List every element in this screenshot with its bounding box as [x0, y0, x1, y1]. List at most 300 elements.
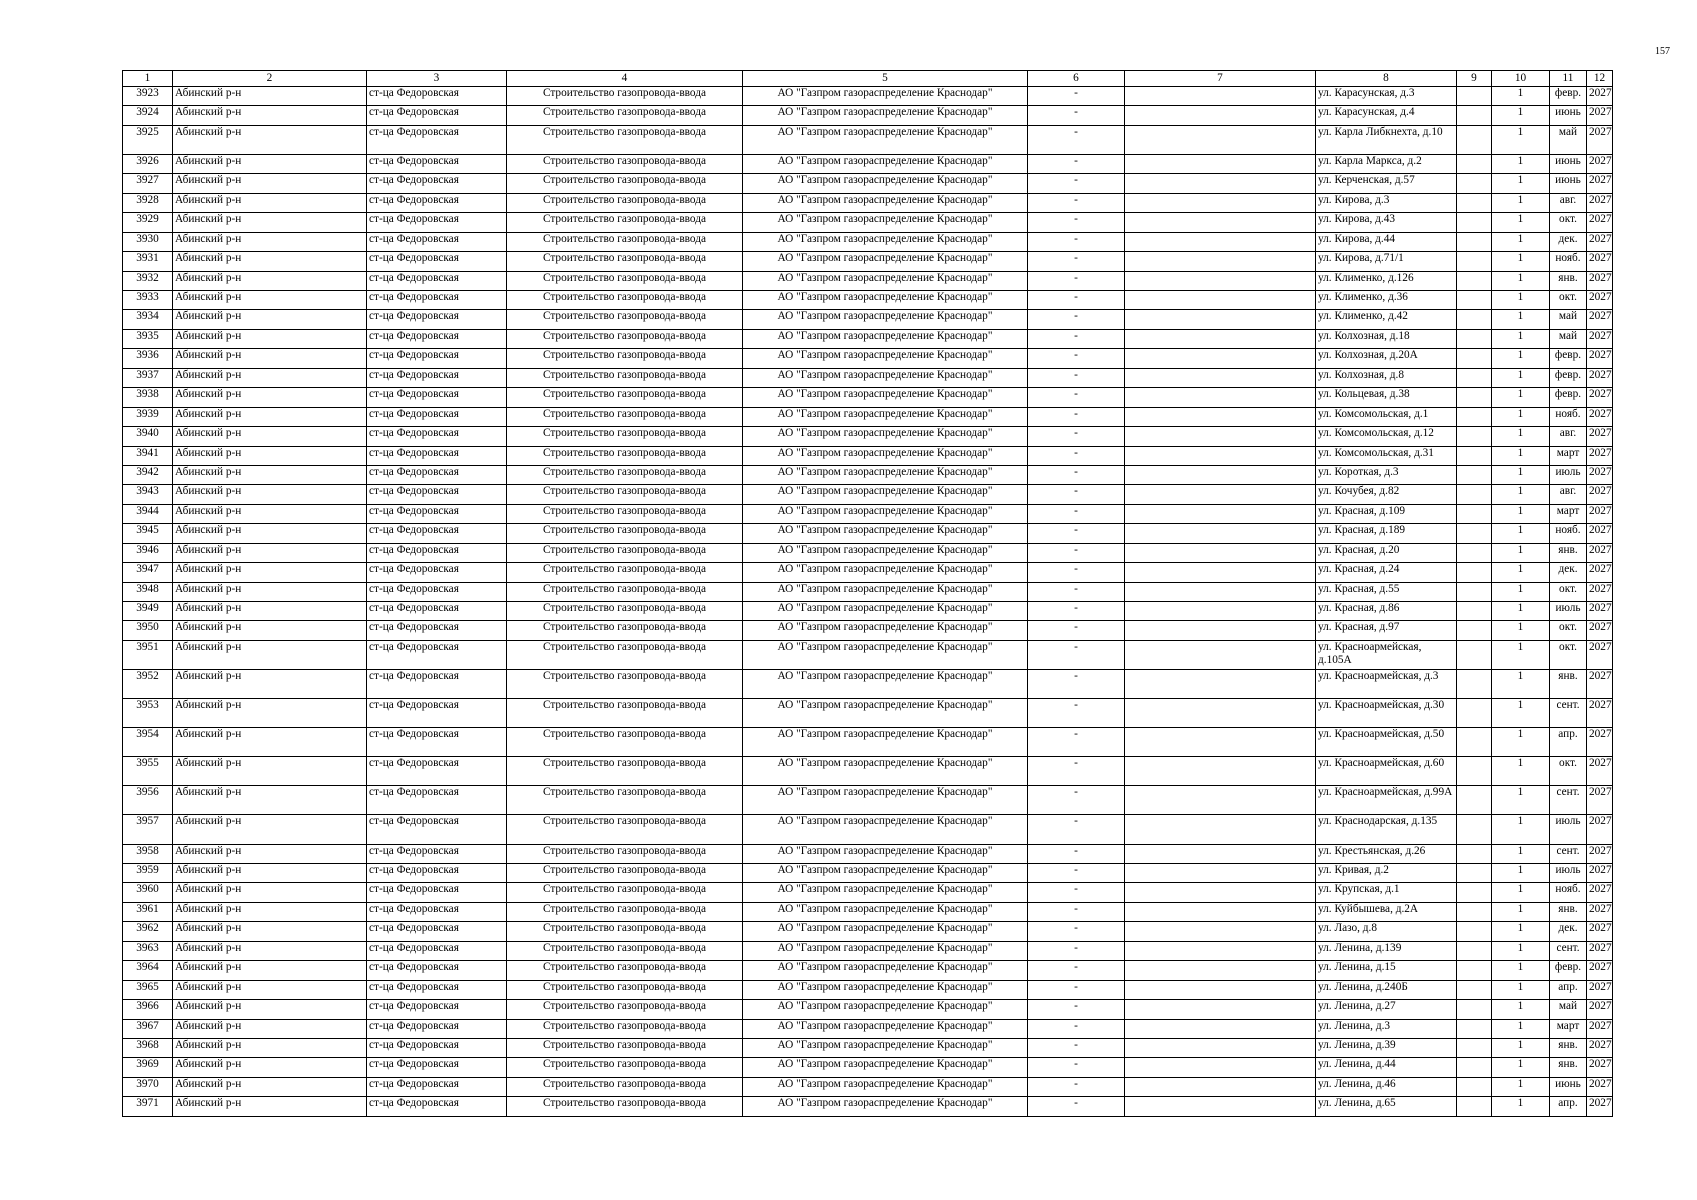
table-row: [123, 349, 1613, 368]
organization-cell: АО "Газпром газораспределение Краснодар": [743, 941, 1028, 960]
address-cell: ул. Колхозная, д.20А: [1316, 349, 1457, 368]
address-cell: ул. Ленина, д.39: [1316, 1038, 1457, 1057]
year-cell: 2027: [1587, 786, 1613, 815]
month-cell: янв.: [1550, 1038, 1587, 1057]
column-7-cell: [1125, 864, 1316, 883]
column-9-cell: [1457, 87, 1492, 106]
month-cell: апр.: [1550, 1097, 1587, 1116]
month-cell: окт.: [1550, 640, 1587, 669]
year-cell: 2027: [1587, 757, 1613, 786]
month-cell: июнь: [1550, 106, 1587, 125]
organization-cell: АО "Газпром газораспределение Краснодар": [743, 980, 1028, 999]
column-7-cell: [1125, 621, 1316, 640]
month-cell: сент.: [1550, 699, 1587, 728]
district-cell: Абинский р-н: [173, 106, 367, 125]
district-cell: Абинский р-н: [173, 310, 367, 329]
district-cell: Абинский р-н: [173, 252, 367, 271]
address-cell: ул. Карла Либкнехта, д.10: [1316, 125, 1457, 154]
month-cell: окт.: [1550, 621, 1587, 640]
column-6-cell: -: [1028, 291, 1125, 310]
quantity-cell: 1: [1492, 582, 1550, 601]
organization-cell: АО "Газпром газораспределение Краснодар": [743, 563, 1028, 582]
column-6-cell: -: [1028, 232, 1125, 251]
row-number-cell: 3966: [123, 1000, 173, 1019]
district-cell: Абинский р-н: [173, 232, 367, 251]
quantity-cell: 1: [1492, 87, 1550, 106]
address-cell: ул. Комсомольская, д.31: [1316, 446, 1457, 465]
month-cell: янв.: [1550, 902, 1587, 921]
quantity-cell: 1: [1492, 815, 1550, 844]
column-9-cell: [1457, 193, 1492, 212]
quantity-cell: 1: [1492, 388, 1550, 407]
district-cell: Абинский р-н: [173, 407, 367, 426]
column-7-cell: [1125, 902, 1316, 921]
organization-cell: АО "Газпром газораспределение Краснодар": [743, 582, 1028, 601]
table-row: [123, 961, 1613, 980]
address-cell: ул. Керченская, д.57: [1316, 174, 1457, 193]
organization-cell: АО "Газпром газораспределение Краснодар": [743, 174, 1028, 193]
month-cell: февр.: [1550, 388, 1587, 407]
address-cell: ул. Красноармейская, д.3: [1316, 670, 1457, 699]
month-cell: авг.: [1550, 427, 1587, 446]
year-cell: 2027: [1587, 310, 1613, 329]
year-cell: 2027: [1587, 232, 1613, 251]
year-cell: 2027: [1587, 154, 1613, 173]
column-7-cell: [1125, 193, 1316, 212]
organization-cell: АО "Газпром газораспределение Краснодар": [743, 1097, 1028, 1116]
address-cell: ул. Карасунская, д.3: [1316, 87, 1457, 106]
settlement-cell: ст-ца Федоровская: [367, 757, 507, 786]
column-header-1: 1: [123, 71, 173, 87]
address-cell: ул. Крестьянская, д.26: [1316, 844, 1457, 863]
work-type-cell: Строительство газопровода-ввода: [507, 582, 743, 601]
year-cell: 2027: [1587, 504, 1613, 523]
address-cell: ул. Кирова, д.71/1: [1316, 252, 1457, 271]
work-type-cell: Строительство газопровода-ввода: [507, 922, 743, 941]
column-number-row: [123, 71, 1613, 87]
address-cell: ул. Клименко, д.36: [1316, 291, 1457, 310]
year-cell: 2027: [1587, 883, 1613, 902]
row-number-cell: 3958: [123, 844, 173, 863]
address-cell: ул. Кирова, д.3: [1316, 193, 1457, 212]
address-cell: ул. Красноармейская, д.105А: [1316, 640, 1457, 669]
column-9-cell: [1457, 815, 1492, 844]
column-7-cell: [1125, 427, 1316, 446]
settlement-cell: ст-ца Федоровская: [367, 699, 507, 728]
year-cell: 2027: [1587, 271, 1613, 290]
month-cell: янв.: [1550, 271, 1587, 290]
row-number-cell: 3952: [123, 670, 173, 699]
settlement-cell: ст-ца Федоровская: [367, 1038, 507, 1057]
settlement-cell: ст-ца Федоровская: [367, 174, 507, 193]
organization-cell: АО "Газпром газораспределение Краснодар": [743, 670, 1028, 699]
column-7-cell: [1125, 368, 1316, 387]
year-cell: 2027: [1587, 1077, 1613, 1096]
quantity-cell: 1: [1492, 728, 1550, 757]
settlement-cell: ст-ца Федоровская: [367, 154, 507, 173]
month-cell: дек.: [1550, 232, 1587, 251]
table-row: [123, 504, 1613, 523]
district-cell: Абинский р-н: [173, 87, 367, 106]
year-cell: 2027: [1587, 388, 1613, 407]
year-cell: 2027: [1587, 582, 1613, 601]
column-6-cell: -: [1028, 844, 1125, 863]
column-9-cell: [1457, 757, 1492, 786]
table-row: [123, 407, 1613, 426]
work-type-cell: Строительство газопровода-ввода: [507, 465, 743, 484]
address-cell: ул. Лазо, д.8: [1316, 922, 1457, 941]
table-row: [123, 786, 1613, 815]
work-type-cell: Строительство газопровода-ввода: [507, 1000, 743, 1019]
work-type-cell: Строительство газопровода-ввода: [507, 407, 743, 426]
month-cell: нояб.: [1550, 252, 1587, 271]
column-6-cell: -: [1028, 446, 1125, 465]
quantity-cell: 1: [1492, 602, 1550, 621]
district-cell: Абинский р-н: [173, 427, 367, 446]
column-7-cell: [1125, 563, 1316, 582]
table-row: [123, 154, 1613, 173]
address-cell: ул. Клименко, д.126: [1316, 271, 1457, 290]
address-cell: ул. Красноармейская, д.60: [1316, 757, 1457, 786]
column-6-cell: -: [1028, 252, 1125, 271]
organization-cell: АО "Газпром газораспределение Краснодар": [743, 252, 1028, 271]
address-cell: ул. Карла Маркса, д.2: [1316, 154, 1457, 173]
work-type-cell: Строительство газопровода-ввода: [507, 368, 743, 387]
column-7-cell: [1125, 87, 1316, 106]
settlement-cell: ст-ца Федоровская: [367, 485, 507, 504]
table-row: [123, 902, 1613, 921]
district-cell: Абинский р-н: [173, 213, 367, 232]
column-header-11: 11: [1550, 71, 1587, 87]
settlement-cell: ст-ца Федоровская: [367, 563, 507, 582]
column-6-cell: -: [1028, 154, 1125, 173]
organization-cell: АО "Газпром газораспределение Краснодар": [743, 193, 1028, 212]
column-header-4: 4: [507, 71, 743, 87]
column-9-cell: [1457, 980, 1492, 999]
organization-cell: АО "Газпром газораспределение Краснодар": [743, 1038, 1028, 1057]
column-6-cell: -: [1028, 1097, 1125, 1116]
column-9-cell: [1457, 1077, 1492, 1096]
work-type-cell: Строительство газопровода-ввода: [507, 329, 743, 348]
column-7-cell: [1125, 1038, 1316, 1057]
column-6-cell: -: [1028, 582, 1125, 601]
quantity-cell: 1: [1492, 252, 1550, 271]
settlement-cell: ст-ца Федоровская: [367, 291, 507, 310]
table-row: [123, 291, 1613, 310]
quantity-cell: 1: [1492, 543, 1550, 562]
column-header-2: 2: [173, 71, 367, 87]
table-row: [123, 310, 1613, 329]
column-7-cell: [1125, 213, 1316, 232]
district-cell: Абинский р-н: [173, 193, 367, 212]
organization-cell: АО "Газпром газораспределение Краснодар": [743, 87, 1028, 106]
row-number-cell: 3943: [123, 485, 173, 504]
column-6-cell: -: [1028, 640, 1125, 669]
settlement-cell: ст-ца Федоровская: [367, 883, 507, 902]
quantity-cell: 1: [1492, 446, 1550, 465]
settlement-cell: ст-ца Федоровская: [367, 193, 507, 212]
address-cell: ул. Ленина, д.3: [1316, 1019, 1457, 1038]
column-6-cell: -: [1028, 621, 1125, 640]
organization-cell: АО "Газпром газораспределение Краснодар": [743, 864, 1028, 883]
district-cell: Абинский р-н: [173, 786, 367, 815]
settlement-cell: ст-ца Федоровская: [367, 407, 507, 426]
district-cell: Абинский р-н: [173, 902, 367, 921]
table-row: [123, 922, 1613, 941]
column-7-cell: [1125, 786, 1316, 815]
address-cell: ул. Ленина, д.240Б: [1316, 980, 1457, 999]
table-row: [123, 87, 1613, 106]
table-row: [123, 232, 1613, 251]
settlement-cell: ст-ца Федоровская: [367, 213, 507, 232]
column-7-cell: [1125, 388, 1316, 407]
column-header-3: 3: [367, 71, 507, 87]
column-7-cell: [1125, 504, 1316, 523]
month-cell: март: [1550, 446, 1587, 465]
column-7-cell: [1125, 670, 1316, 699]
column-6-cell: -: [1028, 524, 1125, 543]
work-type-cell: Строительство газопровода-ввода: [507, 980, 743, 999]
column-9-cell: [1457, 640, 1492, 669]
organization-cell: АО "Газпром газораспределение Краснодар": [743, 728, 1028, 757]
column-7-cell: [1125, 922, 1316, 941]
month-cell: янв.: [1550, 670, 1587, 699]
row-number-cell: 3927: [123, 174, 173, 193]
row-number-cell: 3936: [123, 349, 173, 368]
row-number-cell: 3935: [123, 329, 173, 348]
year-cell: 2027: [1587, 961, 1613, 980]
organization-cell: АО "Газпром газораспределение Краснодар": [743, 427, 1028, 446]
settlement-cell: ст-ца Федоровская: [367, 922, 507, 941]
organization-cell: АО "Газпром газораспределение Краснодар": [743, 1077, 1028, 1096]
work-type-cell: Строительство газопровода-ввода: [507, 106, 743, 125]
row-number-cell: 3938: [123, 388, 173, 407]
row-number-cell: 3939: [123, 407, 173, 426]
work-type-cell: Строительство газопровода-ввода: [507, 213, 743, 232]
table-row: [123, 1038, 1613, 1057]
column-6-cell: -: [1028, 349, 1125, 368]
row-number-cell: 3964: [123, 961, 173, 980]
column-9-cell: [1457, 699, 1492, 728]
column-7-cell: [1125, 174, 1316, 193]
month-cell: май: [1550, 310, 1587, 329]
row-number-cell: 3962: [123, 922, 173, 941]
column-6-cell: -: [1028, 815, 1125, 844]
month-cell: май: [1550, 125, 1587, 154]
district-cell: Абинский р-н: [173, 815, 367, 844]
table-row: [123, 106, 1613, 125]
row-number-cell: 3926: [123, 154, 173, 173]
month-cell: февр.: [1550, 349, 1587, 368]
work-type-cell: Строительство газопровода-ввода: [507, 1058, 743, 1077]
table-row: [123, 193, 1613, 212]
organization-cell: АО "Газпром газораспределение Краснодар": [743, 1000, 1028, 1019]
district-cell: Абинский р-н: [173, 1000, 367, 1019]
quantity-cell: 1: [1492, 310, 1550, 329]
column-7-cell: [1125, 446, 1316, 465]
district-cell: Абинский р-н: [173, 844, 367, 863]
column-9-cell: [1457, 582, 1492, 601]
month-cell: дек.: [1550, 563, 1587, 582]
column-6-cell: -: [1028, 961, 1125, 980]
row-number-cell: 3965: [123, 980, 173, 999]
district-cell: Абинский р-н: [173, 922, 367, 941]
column-9-cell: [1457, 1019, 1492, 1038]
organization-cell: АО "Газпром газораспределение Краснодар": [743, 106, 1028, 125]
table-row: [123, 465, 1613, 484]
row-number-cell: 3950: [123, 621, 173, 640]
work-type-cell: Строительство газопровода-ввода: [507, 388, 743, 407]
column-6-cell: -: [1028, 504, 1125, 523]
column-9-cell: [1457, 213, 1492, 232]
address-cell: ул. Ленина, д.139: [1316, 941, 1457, 960]
column-9-cell: [1457, 602, 1492, 621]
quantity-cell: 1: [1492, 757, 1550, 786]
year-cell: 2027: [1587, 980, 1613, 999]
table-row: [123, 883, 1613, 902]
month-cell: февр.: [1550, 961, 1587, 980]
column-9-cell: [1457, 271, 1492, 290]
row-number-cell: 3940: [123, 427, 173, 446]
column-9-cell: [1457, 1058, 1492, 1077]
quantity-cell: 1: [1492, 485, 1550, 504]
quantity-cell: 1: [1492, 621, 1550, 640]
settlement-cell: ст-ца Федоровская: [367, 329, 507, 348]
column-9-cell: [1457, 902, 1492, 921]
year-cell: 2027: [1587, 1038, 1613, 1057]
column-7-cell: [1125, 815, 1316, 844]
quantity-cell: 1: [1492, 640, 1550, 669]
table-row: [123, 388, 1613, 407]
district-cell: Абинский р-н: [173, 291, 367, 310]
work-type-cell: Строительство газопровода-ввода: [507, 1077, 743, 1096]
district-cell: Абинский р-н: [173, 582, 367, 601]
work-type-cell: Строительство газопровода-ввода: [507, 941, 743, 960]
address-cell: ул. Красноармейская, д.50: [1316, 728, 1457, 757]
district-cell: Абинский р-н: [173, 1058, 367, 1077]
column-9-cell: [1457, 941, 1492, 960]
column-6-cell: -: [1028, 310, 1125, 329]
district-cell: Абинский р-н: [173, 504, 367, 523]
quantity-cell: 1: [1492, 368, 1550, 387]
work-type-cell: Строительство газопровода-ввода: [507, 524, 743, 543]
row-number-cell: 3949: [123, 602, 173, 621]
table-row: [123, 1097, 1613, 1116]
work-type-cell: Строительство газопровода-ввода: [507, 864, 743, 883]
quantity-cell: 1: [1492, 786, 1550, 815]
column-9-cell: [1457, 407, 1492, 426]
row-number-cell: 3941: [123, 446, 173, 465]
organization-cell: АО "Газпром газораспределение Краснодар": [743, 271, 1028, 290]
district-cell: Абинский р-н: [173, 961, 367, 980]
year-cell: 2027: [1587, 427, 1613, 446]
year-cell: 2027: [1587, 465, 1613, 484]
column-6-cell: -: [1028, 922, 1125, 941]
column-9-cell: [1457, 883, 1492, 902]
row-number-cell: 3930: [123, 232, 173, 251]
column-6-cell: -: [1028, 465, 1125, 484]
column-9-cell: [1457, 125, 1492, 154]
column-6-cell: -: [1028, 728, 1125, 757]
address-cell: ул. Короткая, д.3: [1316, 465, 1457, 484]
table-row: [123, 446, 1613, 465]
address-cell: ул. Карасунская, д.4: [1316, 106, 1457, 125]
quantity-cell: 1: [1492, 1000, 1550, 1019]
year-cell: 2027: [1587, 670, 1613, 699]
month-cell: июнь: [1550, 1077, 1587, 1096]
organization-cell: АО "Газпром газораспределение Краснодар": [743, 640, 1028, 669]
month-cell: апр.: [1550, 728, 1587, 757]
column-6-cell: -: [1028, 980, 1125, 999]
organization-cell: АО "Газпром газораспределение Краснодар": [743, 844, 1028, 863]
settlement-cell: ст-ца Федоровская: [367, 524, 507, 543]
district-cell: Абинский р-н: [173, 485, 367, 504]
work-type-cell: Строительство газопровода-ввода: [507, 193, 743, 212]
column-6-cell: -: [1028, 427, 1125, 446]
column-7-cell: [1125, 465, 1316, 484]
column-9-cell: [1457, 1097, 1492, 1116]
settlement-cell: ст-ца Федоровская: [367, 87, 507, 106]
column-9-cell: [1457, 844, 1492, 863]
settlement-cell: ст-ца Федоровская: [367, 844, 507, 863]
row-number-cell: 3946: [123, 543, 173, 562]
row-number-cell: 3928: [123, 193, 173, 212]
table-row: [123, 699, 1613, 728]
district-cell: Абинский р-н: [173, 388, 367, 407]
settlement-cell: ст-ца Федоровская: [367, 941, 507, 960]
month-cell: февр.: [1550, 368, 1587, 387]
column-9-cell: [1457, 524, 1492, 543]
work-type-cell: Строительство газопровода-ввода: [507, 271, 743, 290]
organization-cell: АО "Газпром газораспределение Краснодар": [743, 1019, 1028, 1038]
table-row: [123, 524, 1613, 543]
row-number-cell: 3969: [123, 1058, 173, 1077]
row-number-cell: 3961: [123, 902, 173, 921]
work-type-cell: Строительство газопровода-ввода: [507, 310, 743, 329]
column-7-cell: [1125, 980, 1316, 999]
column-6-cell: -: [1028, 670, 1125, 699]
settlement-cell: ст-ца Федоровская: [367, 446, 507, 465]
column-header-10: 10: [1492, 71, 1550, 87]
column-9-cell: [1457, 1038, 1492, 1057]
month-cell: окт.: [1550, 582, 1587, 601]
column-header-8: 8: [1316, 71, 1457, 87]
column-7-cell: [1125, 485, 1316, 504]
organization-cell: АО "Газпром газораспределение Краснодар": [743, 407, 1028, 426]
column-6-cell: -: [1028, 1038, 1125, 1057]
organization-cell: АО "Газпром газораспределение Краснодар": [743, 699, 1028, 728]
column-6-cell: -: [1028, 864, 1125, 883]
work-type-cell: Строительство газопровода-ввода: [507, 174, 743, 193]
address-cell: ул. Ленина, д.15: [1316, 961, 1457, 980]
table-row: [123, 252, 1613, 271]
address-cell: ул. Красноармейская, д.30: [1316, 699, 1457, 728]
quantity-cell: 1: [1492, 883, 1550, 902]
column-9-cell: [1457, 252, 1492, 271]
district-cell: Абинский р-н: [173, 670, 367, 699]
organization-cell: АО "Газпром газораспределение Краснодар": [743, 125, 1028, 154]
month-cell: янв.: [1550, 543, 1587, 562]
district-cell: Абинский р-н: [173, 1038, 367, 1057]
address-cell: ул. Колхозная, д.8: [1316, 368, 1457, 387]
work-type-cell: Строительство газопровода-ввода: [507, 844, 743, 863]
work-type-cell: Строительство газопровода-ввода: [507, 232, 743, 251]
column-6-cell: -: [1028, 271, 1125, 290]
row-number-cell: 3937: [123, 368, 173, 387]
work-type-cell: Строительство газопровода-ввода: [507, 291, 743, 310]
work-type-cell: Строительство газопровода-ввода: [507, 154, 743, 173]
column-6-cell: -: [1028, 388, 1125, 407]
